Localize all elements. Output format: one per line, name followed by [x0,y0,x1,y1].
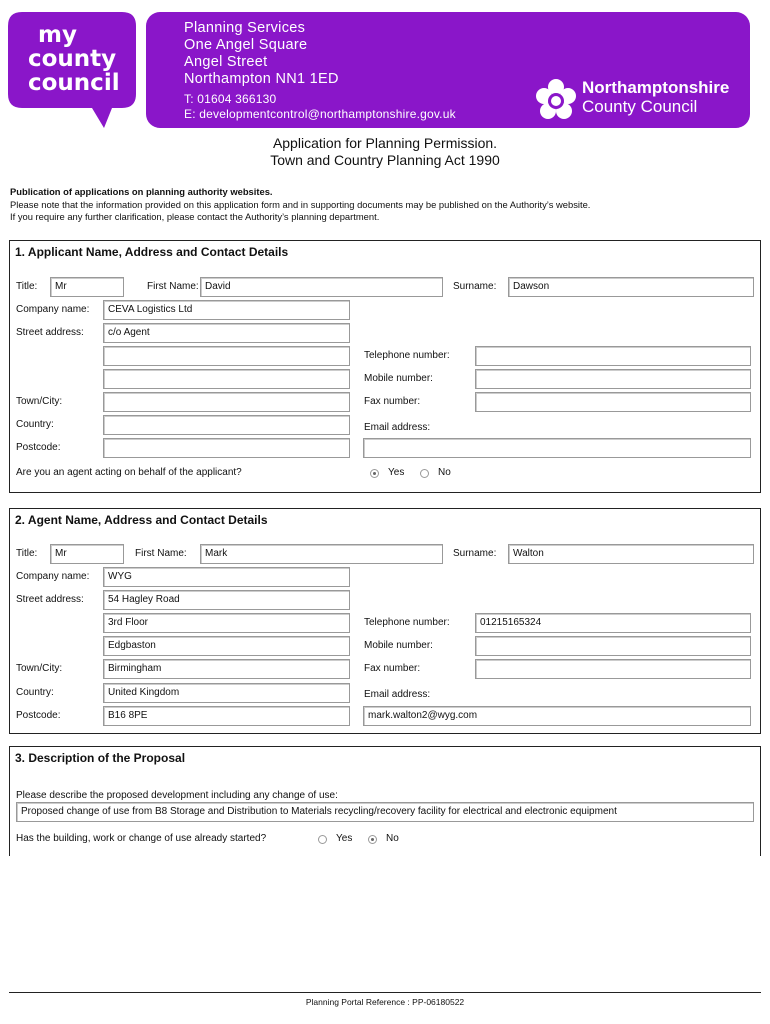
page-title: Application for Planning Permission. Town and Country Planning Act 1990 [270,135,500,168]
agent-no-radio[interactable] [420,469,429,478]
applicant-mobile-field[interactable] [475,369,751,389]
applicant-telephone-field[interactable] [475,346,751,366]
portal-reference: Planning Portal Reference : PP-06180522 [305,997,465,1007]
applicant-first-name-field[interactable]: David [200,277,443,297]
phone-text: T: 01604 366130 [184,92,277,106]
started-yes-radio[interactable] [318,835,327,844]
applicant-fax-field[interactable] [475,392,751,412]
agent-town-field[interactable]: Birmingham [103,659,350,679]
section-title: 1. Applicant Name, Address and Contact Details [15,245,289,259]
agent-title-field[interactable]: Mr [50,544,124,564]
applicant-surname-field[interactable]: Dawson [508,277,754,297]
agent-street-field-2[interactable]: 3rd Floor [103,613,350,633]
org-name: Northamptonshire County Council [582,78,730,116]
agent-surname-field[interactable]: Walton [508,544,754,564]
my-county-council-logo [8,12,136,128]
address-block [184,20,339,88]
address-line: Planning Services [184,20,306,36]
section-title: 2. Agent Name, Address and Contact Details [15,513,268,527]
applicant-street-field-2[interactable] [103,346,350,366]
rose-crest-icon [534,78,578,122]
address-line: One Angel Square [184,37,308,53]
applicant-postcode-field[interactable] [103,438,350,458]
agent-street-field-1[interactable]: 54 Hagley Road [103,590,350,610]
agent-country-field[interactable]: United Kingdom [103,683,350,703]
applicant-street-field-3[interactable] [103,369,350,389]
proposal-description-field[interactable]: Proposed change of use from B8 Storage and Distribution to Materials recycling/recovery facility for electrical and electronic equipment [16,802,754,822]
applicant-email-field[interactable] [363,438,751,458]
section-title: 3. Description of the Proposal [15,751,186,765]
applicant-title-field[interactable]: Mr [50,277,124,297]
agent-telephone-field[interactable]: 01215165324 [475,613,751,633]
applicant-country-field[interactable] [103,415,350,435]
section-applicant: 1. Applicant Name, Address and Contact Details Title: Mr First Name: David Surname: Dawson Company name: CEVA Logistics Ltd Street address: c/o Agent Telephone number: Mobile number: Town/City: Fax number: Country: Email address: Postcode: Are you an agent acting on behalf of the applicant? Yes No [9,240,761,493]
agent-postcode-field[interactable]: B16 8PE [103,706,350,726]
applicant-street-field-1[interactable]: c/o Agent [103,323,350,343]
applicant-company-field[interactable]: CEVA Logistics Ltd [103,300,350,320]
logo-text-3: council [28,70,120,96]
section-agent: 2. Agent Name, Address and Contact Details Title: Mr First Name: Mark Surname: Walton Company name: WYG Street address: 54 Hagley Road 3rd Floor Edgbaston Telephone number: 01215165324 Mobile number: Town/City: Birmingham Fax number: Country: United Kingdom Email address: Postcode: B16 8PE mark.walton2@wyg.com [9,508,761,734]
agent-street-field-3[interactable]: Edgbaston [103,636,350,656]
address-line: Angel Street [184,54,268,70]
agent-mobile-field[interactable] [475,636,751,656]
header-banner [146,12,750,128]
logo-text-1: my [38,22,77,48]
footer-divider [9,992,761,993]
logo-text-2: county [28,46,117,72]
publication-notice: Publication of applications on planning authority websites. Please note that the information provided on this application form and in supporting documents may be published on the Authority’s website. If you require any further clarification, please contact the Authority’s planning department. [10,186,591,222]
contact-block [184,92,456,122]
agent-email-field[interactable]: mark.walton2@wyg.com [363,706,751,726]
agent-company-field[interactable]: WYG [103,567,350,587]
agent-yes-radio[interactable] [370,469,379,478]
agent-first-name-field[interactable]: Mark [200,544,443,564]
started-no-radio[interactable] [368,835,377,844]
email-text[interactable]: E: developmentcontrol@northamptonshire.gov.uk [184,107,456,121]
section-proposal: 3. Description of the Proposal Please describe the proposed development including any change of use: Proposed change of use from B8 Storage and Distribution to Materials recycling/recovery facility for electrical and electronic equipment Has the building, work or change of use already started? Yes No [9,746,761,856]
agent-fax-field[interactable] [475,659,751,679]
address-line: Northampton NN1 1ED [184,71,339,87]
applicant-town-field[interactable] [103,392,350,412]
